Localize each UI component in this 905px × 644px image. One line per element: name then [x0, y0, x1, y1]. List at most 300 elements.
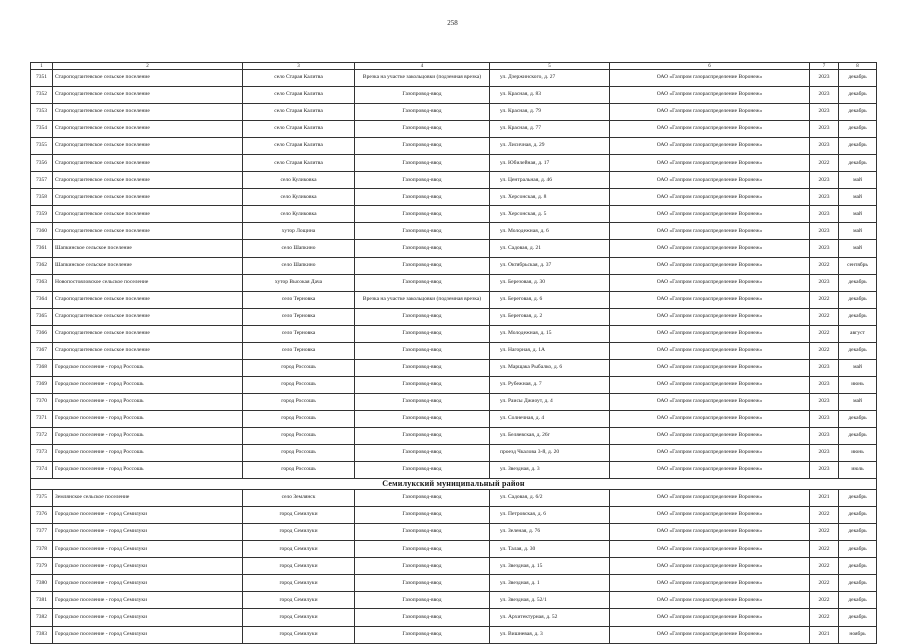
locality-cell: город Семилуки: [243, 609, 355, 626]
year-cell: 2022: [810, 155, 839, 172]
locality-cell: город Семилуки: [243, 575, 355, 592]
locality-cell: село Старая Калитва: [243, 70, 355, 87]
month-cell: декабрь: [839, 507, 877, 524]
settlement-cell: Староподгаитевское сельское поселение: [53, 308, 243, 325]
row-number: 7354: [31, 121, 53, 138]
settlement-cell: Староподгаитевское сельское поселение: [53, 87, 243, 104]
row-number: 7368: [31, 359, 53, 376]
settlement-cell: Городское поселение - город Россошь: [53, 427, 243, 444]
address-cell: ул. Садовая, д. 6/2: [490, 490, 610, 507]
locality-cell: город Семилуки: [243, 592, 355, 609]
row-number: 7375: [31, 490, 53, 507]
object-cell: Газопровод-ввод: [355, 462, 490, 479]
row-number: 7370: [31, 393, 53, 410]
settlement-cell: Городское поселение - город Семилуки: [53, 558, 243, 575]
object-cell: Газопровод-ввод: [355, 138, 490, 155]
object-cell: Газопровод-ввод: [355, 490, 490, 507]
object-cell: Газопровод-ввод: [355, 342, 490, 359]
organization-cell: ОАО «Газпром газораспределение Воронеж»: [610, 206, 810, 223]
table-row: [31, 462, 877, 479]
column-number: 2: [53, 63, 243, 70]
organization-cell: ОАО «Газпром газораспределение Воронеж»: [610, 575, 810, 592]
settlement-cell: Староподгаитевское сельское поселение: [53, 342, 243, 359]
row-number: 7369: [31, 376, 53, 393]
settlement-cell: Староподгаитевское сельское поселение: [53, 104, 243, 121]
year-cell: 2022: [810, 575, 839, 592]
address-cell: ул. Рубежная, д. 7: [490, 376, 610, 393]
organization-cell: ОАО «Газпром газораспределение Воронеж»: [610, 342, 810, 359]
organization-cell: ОАО «Газпром газораспределение Воронеж»: [610, 427, 810, 444]
settlement-cell: Городское поселение - город Россошь: [53, 410, 243, 427]
organization-cell: ОАО «Газпром газораспределение Воронеж»: [610, 393, 810, 410]
month-cell: июль: [839, 462, 877, 479]
object-cell: Врезка на участке закольцовки (подземная врезка): [355, 70, 490, 87]
address-cell: ул. Нагорная, д. 1А: [490, 342, 610, 359]
locality-cell: город Россошь: [243, 427, 355, 444]
table-row: [31, 291, 877, 308]
year-cell: 2022: [810, 325, 839, 342]
year-cell: 2023: [810, 274, 839, 291]
month-cell: декабрь: [839, 592, 877, 609]
table-row: [31, 427, 877, 444]
locality-cell: село Старая Калитва: [243, 121, 355, 138]
settlement-cell: Городское поселение - город Россошь: [53, 393, 243, 410]
address-cell: ул. Херсонская, д. 5: [490, 206, 610, 223]
month-cell: декабрь: [839, 121, 877, 138]
settlement-cell: Городское поселение - город Семилуки: [53, 609, 243, 626]
locality-cell: село Терновка: [243, 342, 355, 359]
address-cell: ул. Звездная, д. 52/1: [490, 592, 610, 609]
row-number: 7377: [31, 524, 53, 541]
month-cell: декабрь: [839, 609, 877, 626]
object-cell: Газопровод-ввод: [355, 410, 490, 427]
object-cell: Газопровод-ввод: [355, 257, 490, 274]
organization-cell: ОАО «Газпром газораспределение Воронеж»: [610, 445, 810, 462]
month-cell: декабрь: [839, 410, 877, 427]
month-cell: май: [839, 206, 877, 223]
locality-cell: город Россошь: [243, 410, 355, 427]
address-cell: ул. Центральная, д. 46: [490, 172, 610, 189]
table-row: [31, 592, 877, 609]
month-cell: декабрь: [839, 70, 877, 87]
row-number: 7353: [31, 104, 53, 121]
locality-cell: город Семилуки: [243, 507, 355, 524]
year-cell: 2023: [810, 206, 839, 223]
object-cell: Газопровод-ввод: [355, 240, 490, 257]
table-row: [31, 87, 877, 104]
column-number: 3: [243, 63, 355, 70]
row-number: 7352: [31, 87, 53, 104]
year-cell: 2023: [810, 138, 839, 155]
month-cell: август: [839, 325, 877, 342]
page-number: 258: [447, 19, 458, 27]
table-row: [31, 524, 877, 541]
address-cell: ул. Береговая, д. 2: [490, 308, 610, 325]
locality-cell: город Россошь: [243, 462, 355, 479]
year-cell: 2022: [810, 524, 839, 541]
month-cell: декабрь: [839, 524, 877, 541]
organization-cell: ОАО «Газпром газораспределение Воронеж»: [610, 541, 810, 558]
table-row: [31, 445, 877, 462]
organization-cell: ОАО «Газпром газораспределение Воронеж»: [610, 70, 810, 87]
month-cell: сентябрь: [839, 257, 877, 274]
object-cell: Газопровод-ввод: [355, 393, 490, 410]
object-cell: Газопровод-ввод: [355, 121, 490, 138]
organization-cell: ОАО «Газпром газораспределение Воронеж»: [610, 558, 810, 575]
settlement-cell: Городское поселение - город Семилуки: [53, 626, 243, 643]
year-cell: 2023: [810, 427, 839, 444]
year-cell: 2022: [810, 507, 839, 524]
year-cell: 2023: [810, 172, 839, 189]
address-cell: ул. Звездная, д. 15: [490, 558, 610, 575]
organization-cell: ОАО «Газпром газораспределение Воронеж»: [610, 274, 810, 291]
settlement-cell: Городское поселение - город Семилуки: [53, 524, 243, 541]
locality-cell: село Старая Калитва: [243, 138, 355, 155]
year-cell: 2023: [810, 189, 839, 206]
month-cell: декабрь: [839, 155, 877, 172]
organization-cell: ОАО «Газпром газораспределение Воронеж»: [610, 410, 810, 427]
address-cell: ул. Звездная, д. 1: [490, 575, 610, 592]
address-cell: ул. Марщака Рыбалко, д. 6: [490, 359, 610, 376]
organization-cell: ОАО «Газпром газораспределение Воронеж»: [610, 104, 810, 121]
column-number: 1: [31, 63, 53, 70]
row-number: 7355: [31, 138, 53, 155]
row-number: 7382: [31, 609, 53, 626]
address-cell: ул. Звездная, д. 3: [490, 462, 610, 479]
table-row: [31, 257, 877, 274]
month-cell: июнь: [839, 445, 877, 462]
year-cell: 2023: [810, 410, 839, 427]
month-cell: май: [839, 240, 877, 257]
table-row: [31, 223, 877, 240]
month-cell: декабрь: [839, 490, 877, 507]
row-number: 7356: [31, 155, 53, 172]
year-cell: 2022: [810, 541, 839, 558]
address-cell: ул. Октябрьская, д. 37: [490, 257, 610, 274]
month-cell: декабрь: [839, 87, 877, 104]
object-cell: Газопровод-ввод: [355, 507, 490, 524]
year-cell: 2022: [810, 257, 839, 274]
year-cell: 2023: [810, 121, 839, 138]
month-cell: декабрь: [839, 274, 877, 291]
month-cell: май: [839, 393, 877, 410]
column-number-row: [31, 63, 877, 70]
object-cell: Газопровод-ввод: [355, 104, 490, 121]
year-cell: 2022: [810, 558, 839, 575]
object-cell: Газопровод-ввод: [355, 87, 490, 104]
organization-cell: ОАО «Газпром газораспределение Воронеж»: [610, 308, 810, 325]
locality-cell: село Куликовка: [243, 172, 355, 189]
table-row: [31, 189, 877, 206]
locality-cell: село Землянск: [243, 490, 355, 507]
table-row: [31, 558, 877, 575]
address-cell: ул. Вишневая, д. 3: [490, 626, 610, 643]
row-number: 7373: [31, 445, 53, 462]
locality-cell: село Терновка: [243, 325, 355, 342]
row-number: 7380: [31, 575, 53, 592]
year-cell: 2023: [810, 359, 839, 376]
settlement-cell: Городское поселение - город Россошь: [53, 359, 243, 376]
column-number: 7: [810, 63, 839, 70]
table-row: [31, 121, 877, 138]
object-cell: Газопровод-ввод: [355, 626, 490, 643]
row-number: 7379: [31, 558, 53, 575]
table-row: [31, 507, 877, 524]
address-cell: ул. Садовая, д. 21: [490, 240, 610, 257]
year-cell: 2021: [810, 626, 839, 643]
object-cell: Газопровод-ввод: [355, 592, 490, 609]
address-cell: ул. Беляевская, д. 26г: [490, 427, 610, 444]
object-cell: Газопровод-ввод: [355, 274, 490, 291]
locality-cell: город Россошь: [243, 393, 355, 410]
object-cell: Газопровод-ввод: [355, 359, 490, 376]
organization-cell: ОАО «Газпром газораспределение Воронеж»: [610, 609, 810, 626]
row-number: 7359: [31, 206, 53, 223]
locality-cell: село Шапкино: [243, 240, 355, 257]
settlement-cell: Староподгаитевское сельское поселение: [53, 206, 243, 223]
table-row: [31, 325, 877, 342]
organization-cell: ОАО «Газпром газораспределение Воронеж»: [610, 189, 810, 206]
table-row: [31, 206, 877, 223]
row-number: 7383: [31, 626, 53, 643]
gas-pipeline-table: [30, 62, 877, 644]
month-cell: май: [839, 223, 877, 240]
table-row: [31, 410, 877, 427]
section-row: [31, 479, 877, 490]
object-cell: Газопровод-ввод: [355, 609, 490, 626]
year-cell: 2023: [810, 240, 839, 257]
address-cell: ул. Зеленая, д. 76: [490, 524, 610, 541]
settlement-cell: Староподгаитевское сельское поселение: [53, 70, 243, 87]
table-row: [31, 138, 877, 155]
table-row: [31, 359, 877, 376]
address-cell: ул. Херсонская, д. 8: [490, 189, 610, 206]
locality-cell: хутор Лощина: [243, 223, 355, 240]
locality-cell: село Куликовка: [243, 189, 355, 206]
row-number: 7363: [31, 274, 53, 291]
column-number: 5: [490, 63, 610, 70]
organization-cell: ОАО «Газпром газораспределение Воронеж»: [610, 325, 810, 342]
table-row: [31, 342, 877, 359]
table-row: [31, 609, 877, 626]
organization-cell: ОАО «Газпром газораспределение Воронеж»: [610, 490, 810, 507]
table-row: [31, 393, 877, 410]
month-cell: декабрь: [839, 558, 877, 575]
object-cell: Газопровод-ввод: [355, 206, 490, 223]
table-row: [31, 541, 877, 558]
month-cell: ноябрь: [839, 626, 877, 643]
year-cell: 2022: [810, 342, 839, 359]
organization-cell: ОАО «Газпром газораспределение Воронеж»: [610, 291, 810, 308]
address-cell: ул. Березовая, д. 30: [490, 274, 610, 291]
year-cell: 2021: [810, 490, 839, 507]
locality-cell: город Россошь: [243, 445, 355, 462]
table-row: [31, 172, 877, 189]
locality-cell: город Семилуки: [243, 541, 355, 558]
settlement-cell: Городское поселение - город Россошь: [53, 445, 243, 462]
column-number: 4: [355, 63, 490, 70]
month-cell: декабрь: [839, 308, 877, 325]
address-cell: ул. Юбилейная, д. 17: [490, 155, 610, 172]
organization-cell: ОАО «Газпром газораспределение Воронеж»: [610, 121, 810, 138]
table-row: [31, 308, 877, 325]
year-cell: 2023: [810, 223, 839, 240]
locality-cell: хутор Высокая Дача: [243, 274, 355, 291]
row-number: 7378: [31, 541, 53, 558]
table-row: [31, 240, 877, 257]
row-number: 7360: [31, 223, 53, 240]
table-row: [31, 104, 877, 121]
address-cell: ул. Лисичная, д. 29: [490, 138, 610, 155]
locality-cell: город Россошь: [243, 376, 355, 393]
address-cell: ул. Талая, д. 30: [490, 541, 610, 558]
row-number: 7372: [31, 427, 53, 444]
address-cell: ул. Солнечная, д. 4: [490, 410, 610, 427]
object-cell: Газопровод-ввод: [355, 223, 490, 240]
settlement-cell: Староподгаитевское сельское поселение: [53, 155, 243, 172]
locality-cell: село Куликовка: [243, 206, 355, 223]
row-number: 7366: [31, 325, 53, 342]
month-cell: июнь: [839, 376, 877, 393]
year-cell: 2023: [810, 445, 839, 462]
object-cell: Врезка на участке закольцовки (подземная врезка): [355, 291, 490, 308]
address-cell: ул. Красная, д. 77: [490, 121, 610, 138]
object-cell: Газопровод-ввод: [355, 189, 490, 206]
address-cell: ул. Красная, д. 83: [490, 87, 610, 104]
settlement-cell: Городское поселение - город Семилуки: [53, 592, 243, 609]
object-cell: Газопровод-ввод: [355, 376, 490, 393]
row-number: 7371: [31, 410, 53, 427]
row-number: 7351: [31, 70, 53, 87]
year-cell: 2023: [810, 462, 839, 479]
organization-cell: ОАО «Газпром газораспределение Воронеж»: [610, 359, 810, 376]
object-cell: Газопровод-ввод: [355, 155, 490, 172]
organization-cell: ОАО «Газпром газораспределение Воронеж»: [610, 524, 810, 541]
locality-cell: город Россошь: [243, 359, 355, 376]
address-cell: ул. Раисы Джиоут, д. 4: [490, 393, 610, 410]
row-number: 7374: [31, 462, 53, 479]
object-cell: Газопровод-ввод: [355, 524, 490, 541]
object-cell: Газопровод-ввод: [355, 172, 490, 189]
month-cell: май: [839, 172, 877, 189]
organization-cell: ОАО «Газпром газораспределение Воронеж»: [610, 376, 810, 393]
row-number: 7357: [31, 172, 53, 189]
organization-cell: ОАО «Газпром газораспределение Воронеж»: [610, 87, 810, 104]
settlement-cell: Шапкинское сельское поселение: [53, 240, 243, 257]
organization-cell: ОАО «Газпром газораспределение Воронеж»: [610, 138, 810, 155]
month-cell: декабрь: [839, 104, 877, 121]
year-cell: 2022: [810, 609, 839, 626]
month-cell: декабрь: [839, 138, 877, 155]
month-cell: май: [839, 189, 877, 206]
address-cell: ул. Молодежная, д. 15: [490, 325, 610, 342]
year-cell: 2022: [810, 291, 839, 308]
year-cell: 2023: [810, 376, 839, 393]
organization-cell: ОАО «Газпром газораспределение Воронеж»: [610, 592, 810, 609]
locality-cell: город Семилуки: [243, 558, 355, 575]
year-cell: 2023: [810, 70, 839, 87]
year-cell: 2023: [810, 104, 839, 121]
row-number: 7362: [31, 257, 53, 274]
table-row: [31, 274, 877, 291]
address-cell: ул. Красная, д. 79: [490, 104, 610, 121]
organization-cell: ОАО «Газпром газораспределение Воронеж»: [610, 240, 810, 257]
locality-cell: город Семилуки: [243, 524, 355, 541]
row-number: 7361: [31, 240, 53, 257]
table-row: [31, 155, 877, 172]
object-cell: Газопровод-ввод: [355, 541, 490, 558]
settlement-cell: Землянское сельское поселение: [53, 490, 243, 507]
address-cell: ул. Архитектурная, д. 52: [490, 609, 610, 626]
locality-cell: город Семилуки: [243, 626, 355, 643]
organization-cell: ОАО «Газпром газораспределение Воронеж»: [610, 172, 810, 189]
locality-cell: село Терновка: [243, 308, 355, 325]
row-number: 7376: [31, 507, 53, 524]
column-number: 8: [839, 63, 877, 70]
settlement-cell: Староподгаитевское сельское поселение: [53, 291, 243, 308]
table-row: [31, 376, 877, 393]
table-row: [31, 490, 877, 507]
row-number: 7381: [31, 592, 53, 609]
row-number: 7364: [31, 291, 53, 308]
object-cell: Газопровод-ввод: [355, 427, 490, 444]
settlement-cell: Городское поселение - город Россошь: [53, 376, 243, 393]
year-cell: 2023: [810, 87, 839, 104]
settlement-cell: Шапкинское сельское поселение: [53, 257, 243, 274]
settlement-cell: Городское поселение - город Семилуки: [53, 507, 243, 524]
year-cell: 2022: [810, 308, 839, 325]
table-row: [31, 626, 877, 643]
object-cell: Газопровод-ввод: [355, 558, 490, 575]
organization-cell: ОАО «Газпром газораспределение Воронеж»: [610, 257, 810, 274]
year-cell: 2022: [810, 592, 839, 609]
organization-cell: ОАО «Газпром газораспределение Воронеж»: [610, 626, 810, 643]
settlement-cell: Староподгаитевское сельское поселение: [53, 223, 243, 240]
section-title: Семилукский муниципальный район: [31, 479, 877, 490]
address-cell: ул. Береговая, д. 6: [490, 291, 610, 308]
object-cell: Газопровод-ввод: [355, 445, 490, 462]
settlement-cell: Городское поселение - город Семилуки: [53, 575, 243, 592]
settlement-cell: Городское поселение - город Семилуки: [53, 541, 243, 558]
settlement-cell: Староподгаитевское сельское поселение: [53, 325, 243, 342]
settlement-cell: Новопостояловское сельское поселение: [53, 274, 243, 291]
settlement-cell: Староподгаитевское сельское поселение: [53, 172, 243, 189]
locality-cell: село Старая Калитва: [243, 104, 355, 121]
object-cell: Газопровод-ввод: [355, 325, 490, 342]
row-number: 7358: [31, 189, 53, 206]
address-cell: ул. Дзержинского, д. 27: [490, 70, 610, 87]
table-row: [31, 70, 877, 87]
month-cell: декабрь: [839, 291, 877, 308]
column-number: 6: [610, 63, 810, 70]
address-cell: ул. Молодежная, д. 6: [490, 223, 610, 240]
month-cell: декабрь: [839, 342, 877, 359]
settlement-cell: Городское поселение - город Россошь: [53, 462, 243, 479]
locality-cell: село Старая Калитва: [243, 87, 355, 104]
settlement-cell: Староподгаитевское сельское поселение: [53, 121, 243, 138]
settlement-cell: Староподгаитевское сельское поселение: [53, 189, 243, 206]
year-cell: 2023: [810, 393, 839, 410]
organization-cell: ОАО «Газпром газораспределение Воронеж»: [610, 223, 810, 240]
table-row: [31, 575, 877, 592]
settlement-cell: Староподгаитевское сельское поселение: [53, 138, 243, 155]
address-cell: проезд Чкалова 3-й, д. 20: [490, 445, 610, 462]
month-cell: декабрь: [839, 575, 877, 592]
organization-cell: ОАО «Газпром газораспределение Воронеж»: [610, 462, 810, 479]
locality-cell: село Шапкино: [243, 257, 355, 274]
object-cell: Газопровод-ввод: [355, 308, 490, 325]
locality-cell: село Старая Калитва: [243, 155, 355, 172]
